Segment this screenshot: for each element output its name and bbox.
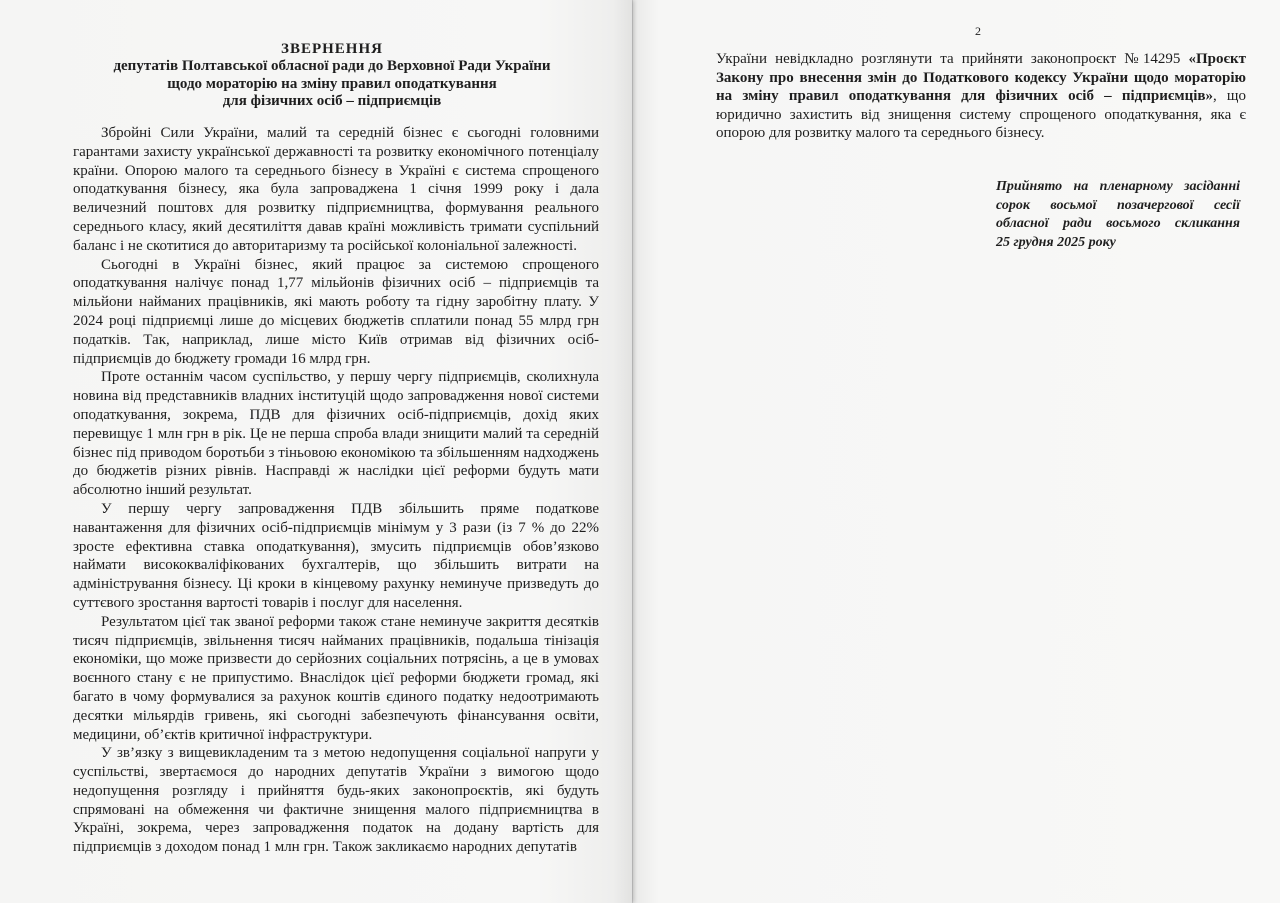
bill-title: «Проєкт Закону про внесення змін до Податкового кодексу України щодо мораторію на зміну правил оподаткування для фізичних осіб – підприємців» [716, 51, 1246, 104]
adoption-line: сорок восьмої позачергової сесії [996, 197, 1240, 213]
continuation-paragraph [716, 50, 1246, 143]
body-paragraph: Результатом цієї так званої реформи також стане неминуче закриття десятків тисяч підприємців, звільнення тисяч найманих працівників, подальша тінізація економіки, що може призвести до серйозних соціальних потрясінь, а це в умовах воєнного стану є не припустимо. Внаслідок цієї реформи бюджети громад, які багато в чому формувалися за рахунок коштів єдиного податку недоотримають десятки мільярдів гривень, які сьогодні забезпечують фінансування освіти, медицини, об’єктів критичної інфраструктури. [73, 613, 599, 743]
continuation-text: України невідкладно розглянути та прийняти законопроєкт №14295 [716, 51, 1189, 67]
continuation-text-end: , що юридично захистить від знищення систему спрощеного оподаткування, яка є опорою для розвитку малого та середнього бізнесу. [716, 88, 1246, 141]
document-title: ЗВЕРНЕННЯ [281, 41, 383, 57]
body-paragraph: Збройні Сили України, малий та середній бізнес є сьогодні головними гарантами захисту української державності та розвитку економічного потенціалу країни. Опорою малого та середнього бізнесу в Україні є система спрощеного оподаткування бізнесу, яка була запроваджена 1 січня 1999 року і дала величезний поштовх для розвитку підприємництва, формування реального середнього класу, який десятиліття давав країні можливість тримати суспільний баланс і не скотитися до авторитаризму та російської колоніальної залежності. [73, 125, 599, 254]
adoption-note [996, 178, 1240, 252]
document-subtitle-line: депутатів Полтавської обласної ради до Верховної Ради України [113, 58, 551, 74]
document-page-1 [0, 0, 632, 903]
document-subtitle-line: для фізичних осіб – підприємців [222, 93, 442, 109]
adoption-line: Прийнято на пленарному засіданні [996, 179, 1240, 194]
page-number: 2 [975, 24, 981, 38]
body-paragraph: У першу чергу запровадження ПДВ збільшить пряме податкове навантаження для фізичних осіб-підприємців мінімум у 3 рази (із 7 % до 22% зросте ефективна ставка оподаткування), змусить підприємців обов’язково наймати висококваліфікованих бухгалтерів, що збільшить витрати на адміністрування бізнесу. Ці кроки в кінцевому рахунку неминуче призведуть до суттєвого зростання вартості товарів і послуг для населення. [73, 500, 599, 611]
document-body [73, 124, 599, 857]
adoption-date: 25 грудня 2025 року [996, 234, 1116, 250]
body-paragraph: Сьогодні в Україні бізнес, який працює за системою спрощеного оподаткування налічує понад 1,77 мільйонів фізичних осіб – підприємців та мільйони найманих працівників, які мають роботу та гідну заробітну плату. У 2024 році підприємці лише до місцевих бюджетів сплатили понад 55 млрд грн податків. Так, наприклад, лише місто Київ отримав від фізичних осіб-підприємців до бюджету громади 16 млрд грн. [73, 256, 599, 367]
body-paragraph: Проте останнім часом суспільство, у першу чергу підприємців, сколихнула новина від представників владних інституцій щодо запровадження нової системи оподаткування, зокрема, ПДВ для фізичних осіб-підприємців, дохід яких перевищує 1 млн грн в рік. Це не перша спроба влади знищити малий та середній бізнес під приводом боротьби з тіньовою економікою та збільшенням надходжень до бюджетів різних рівнів. Насправді ж наслідки цієї реформи будуть мати абсолютно інший результат. [73, 369, 599, 499]
adoption-line: обласної ради восьмого скликання [996, 216, 1240, 231]
document-subtitle-line: щодо мораторію на зміну правил оподаткування [167, 75, 497, 92]
document-heading [90, 40, 574, 111]
body-paragraph: У зв’язку з вищевикладеним та з метою недопущення соціальної напруги у суспільстві, звертаємося до народних депутатів України з вимогою щодо недопущення розгляду і прийняття будь-яких законопроєктів, які будуть спрямовані на обмеження чи фактичне знищення малого підприємництва в Україні, зокрема, через запровадження податок на додану вартість для підприємців з доходом понад 1 млн грн. Також закликаємо народних депутатів [73, 745, 599, 856]
document-page-2 [633, 0, 1280, 903]
